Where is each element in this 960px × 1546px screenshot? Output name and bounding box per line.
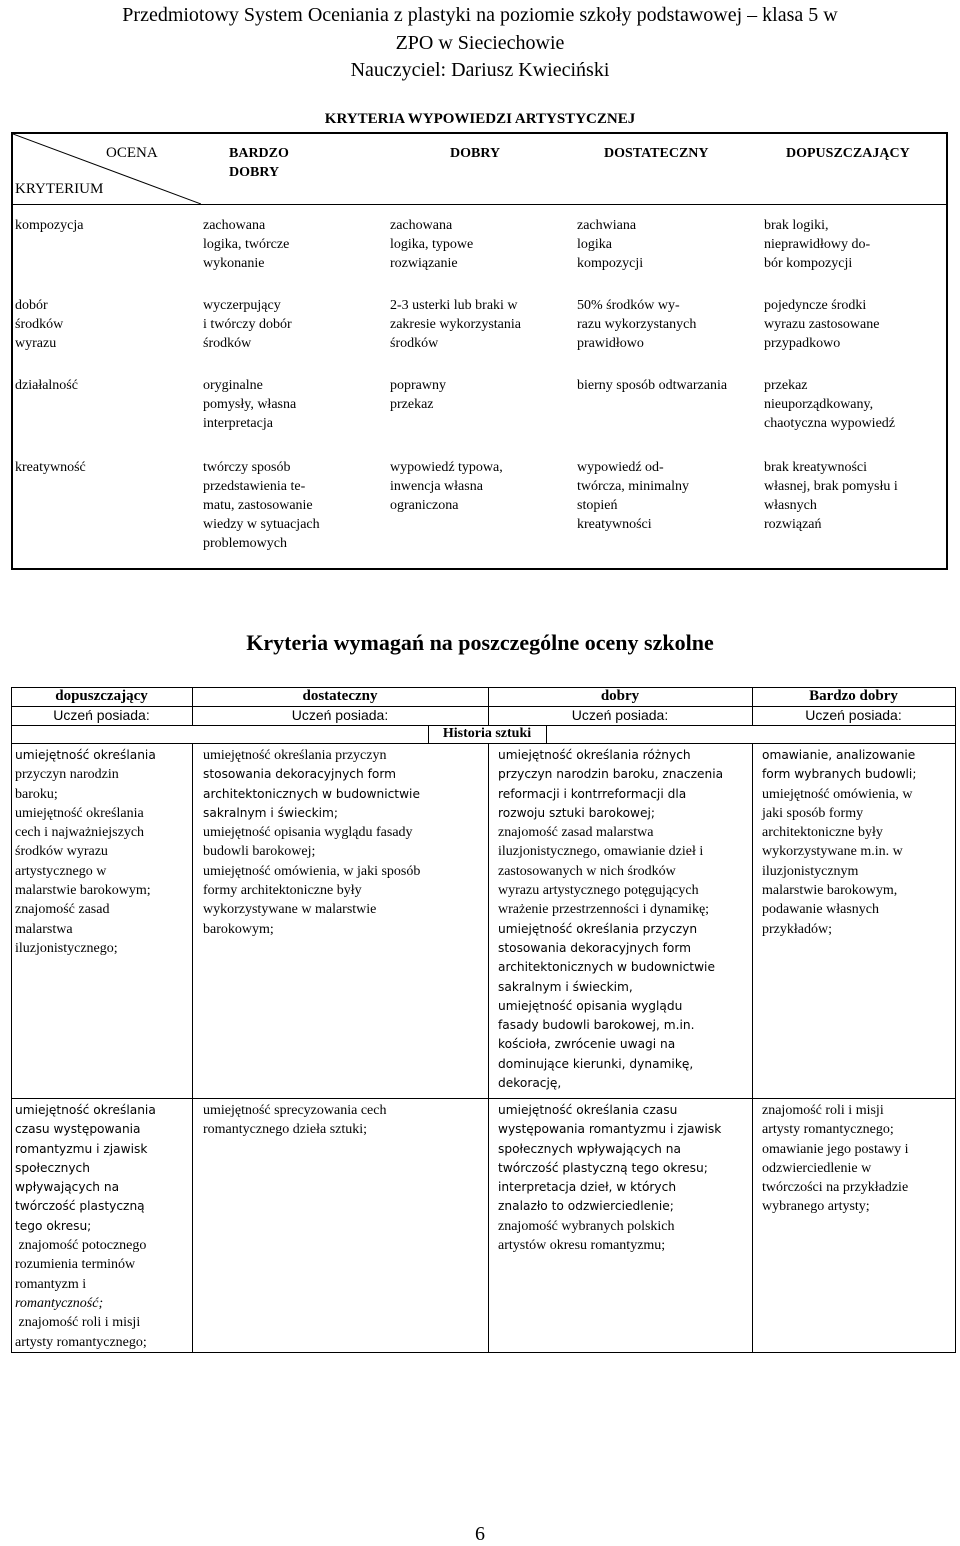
grid-line	[752, 743, 753, 1353]
text-line: interpretacja	[203, 416, 273, 431]
text-line: wypowiedź od-	[577, 460, 664, 475]
text-line: fasady budowli barokowej, m.in.	[498, 1018, 695, 1033]
text-line: problemowych	[203, 536, 287, 551]
text-line: umiejętność określania	[15, 1103, 156, 1117]
grade-header-dostateczny: dostateczny	[302, 688, 378, 704]
text-line: wyczerpujący	[203, 298, 281, 313]
text-line: oryginalne	[203, 378, 263, 393]
text-line: wykorzystywane w malarstwie	[203, 902, 377, 918]
baroque-bardzo-dobry	[762, 746, 954, 939]
text-line: występowania romantyzmu i zjawisk	[498, 1122, 722, 1137]
text-line: kreatywności	[577, 517, 652, 532]
text-line: ograniczona	[390, 498, 459, 513]
text-line: bierny sposób odtwarzania	[577, 378, 728, 393]
criterion-cell	[15, 216, 83, 235]
text-line: środków	[390, 336, 439, 351]
text-line: znalazło to odzwierciedlenie;	[498, 1199, 674, 1214]
text-line: umiejętność określania różnych	[498, 748, 691, 762]
text-line: architektoniczne były	[762, 825, 883, 841]
text-line: zachowana	[203, 218, 266, 233]
text-line: umiejętność określania przyczyn	[498, 921, 698, 936]
text-line: logika	[577, 237, 612, 252]
grade-cell	[577, 376, 762, 395]
grade-dopuszczajacy: DOPUSZCZAJĄCY	[786, 146, 910, 161]
text-line: rozumienia terminów	[15, 1257, 136, 1273]
text-line: wypowiedź typowa,	[390, 460, 503, 475]
criteria-title: KRYTERIA WYPOWIEDZI ARTYSTYCZNEJ	[324, 111, 636, 127]
grid-line	[192, 743, 193, 1353]
text-line: znajomość roli i misji	[762, 1103, 884, 1118]
text-line: znajomość zasad	[15, 902, 110, 918]
text-line: romantycznego dzieła sztuki;	[203, 1122, 368, 1138]
romanticism-dopuszczajacy	[15, 1101, 190, 1352]
text-line: barokowym;	[203, 921, 274, 937]
text-line: formy architektoniczne były	[203, 883, 362, 899]
grade-cell	[390, 216, 510, 273]
text-line: wyrazu zastosowane	[764, 317, 880, 332]
text-line: rozwiązań	[764, 517, 822, 532]
text-line: omawianie jego postawy i	[762, 1141, 909, 1157]
grade-header-bardzo-dobry: Bardzo dobry	[809, 688, 898, 704]
text-line: twórczość plastyczną tego okresu;	[498, 1160, 708, 1175]
text-line: twórczy sposób	[203, 460, 291, 475]
text-line: artystycznego w	[15, 863, 107, 879]
text-line: wrażenie przestrzenności i dynamikę;	[498, 902, 710, 918]
text-line: architektonicznych w budownictwie	[203, 786, 420, 801]
text-line: czasu występowania	[15, 1122, 141, 1137]
text-line: kompozycji	[577, 256, 644, 271]
text-line: wiedzy w sytuacjach	[203, 517, 320, 532]
text-line: kompozycja	[15, 218, 84, 233]
doc-teacher-line: Nauczyciel: Dariusz Kwieciński	[350, 59, 610, 81]
text-line: znajomość zasad malarstwa	[498, 825, 654, 841]
text-line: dobór	[15, 298, 48, 313]
text-line: środków	[203, 336, 252, 351]
text-line: reformacji i kontrreformacji dla	[498, 786, 687, 801]
grade-cell	[764, 296, 939, 353]
grade-cell	[390, 376, 565, 414]
text-line: 2-3 usterki lub braki w	[390, 298, 518, 313]
text-line: społecznych	[15, 1160, 90, 1175]
grid-line	[488, 743, 489, 1353]
text-line: społecznych wpływających na	[498, 1141, 681, 1156]
text-line: inwencja własna	[390, 479, 483, 494]
romanticism-bardzo-dobry	[762, 1101, 954, 1217]
text-line: interpretacja dzieł, w których	[498, 1180, 677, 1195]
text-line: kościoła, zwrócenie uwagi na	[498, 1037, 676, 1052]
grade-dostateczny: DOSTATECZNY	[604, 146, 709, 161]
text-line: pojedyncze środki	[764, 298, 867, 313]
text-line: umiejętność opisania wyglądu	[498, 998, 683, 1013]
text-line: sakralnym i świeckim,	[498, 979, 633, 994]
grade-cell	[203, 376, 333, 433]
text-line: umiejętność określania	[15, 805, 144, 821]
text-line: logika, typowe	[390, 237, 474, 252]
text-line: pomysły, własna	[203, 397, 297, 412]
text-line: przyczyn narodzin	[15, 767, 119, 783]
text-line: umiejętność określania	[15, 748, 156, 762]
text-line: malarstwie barokowym;	[15, 883, 151, 899]
text-line: chaotyczna wypowiedź	[764, 416, 895, 431]
grade-cell	[390, 296, 565, 353]
text-line: iluzjonistycznego, omawianie dzieł i	[498, 844, 704, 860]
text-line: razu wykorzystanych	[577, 317, 697, 332]
criterion-cell	[15, 458, 86, 477]
text-line: własnych	[764, 498, 817, 513]
grade-dobry: DOBRY	[450, 146, 501, 161]
text-line: stosowania dekoracyjnych form	[498, 940, 692, 955]
text-line: umiejętność opisania wyglądu fasady	[203, 825, 413, 841]
criteria-table	[11, 132, 948, 570]
text-line: przekaz	[764, 378, 808, 393]
text-line: iluzjonistycznym	[762, 863, 859, 879]
text-line: dominujące kierunki, dynamikę,	[498, 1056, 694, 1071]
text-line: twórcza, minimalny	[577, 479, 689, 494]
text-line: i twórczy dobór	[203, 317, 292, 332]
student-has-label: Uczeń posiada:	[53, 707, 150, 723]
text-line: brak logiki,	[764, 218, 829, 233]
text-line: wykonanie	[203, 256, 265, 271]
text-line: umiejętność określania czasu	[498, 1103, 678, 1117]
text-line: wyrazu	[15, 336, 57, 351]
text-line: nieprawidłowy do-	[764, 237, 871, 252]
text-line: odzwierciedlenie w	[762, 1160, 872, 1176]
grade-cell	[203, 216, 328, 273]
doc-title-line2: ZPO w Sieciechowie	[395, 32, 565, 54]
baroque-dostateczny	[203, 746, 487, 939]
text-line: romantyzmu i zjawisk	[15, 1141, 148, 1156]
text-line: rozwiązanie	[390, 256, 458, 271]
text-line: rozwoju sztuki barokowej;	[498, 805, 656, 820]
text-line: brak kreatywności	[764, 460, 868, 475]
text-line: przedstawienia te-	[203, 479, 306, 494]
grade-cell	[577, 296, 752, 353]
grade-cell	[390, 458, 565, 515]
text-line: działalność	[15, 378, 78, 393]
text-line: jaki sposób formy	[762, 805, 864, 821]
criterion-cell	[15, 296, 63, 353]
grade-cell	[764, 216, 924, 273]
text-line: przyczyn narodzin baroku, znaczenia	[498, 767, 724, 782]
grade-header-dopuszczajacy: dopuszczający	[55, 688, 148, 704]
text-line: wykorzystywane m.in. w	[762, 844, 903, 860]
text-line: cech i najważniejszych	[15, 825, 145, 841]
text-line: sakralnym i świeckim;	[203, 805, 339, 820]
text-line: przekaz	[390, 397, 434, 412]
text-line: baroku;	[15, 786, 58, 802]
corner-ocena: OCENA	[106, 145, 158, 161]
text-line: 50% środków wy-	[577, 298, 680, 313]
text-line: wyrazu artystycznego potęgujących	[498, 883, 699, 899]
grade-bardzo-dobry: BARDZO DOBRY	[229, 146, 289, 180]
text-line: malarstwa	[15, 921, 73, 937]
page-number: 6	[475, 1523, 485, 1545]
student-has-label: Uczeń posiada:	[571, 707, 669, 723]
text-line: budowli barokowej;	[203, 844, 316, 860]
text-line: własnej, brak pomysłu i	[764, 479, 898, 494]
text-line: podawanie własnych	[762, 902, 880, 918]
text-line: znajomość roli i misji	[15, 1315, 141, 1331]
baroque-dopuszczajacy	[15, 746, 190, 958]
text-line: artysty romantycznego;	[15, 1334, 147, 1350]
text-line: wybranego artysty;	[762, 1199, 870, 1215]
grade-cell	[764, 376, 939, 433]
text-line: twórczości na przykładzie	[762, 1180, 909, 1196]
text-line: poprawny	[390, 378, 446, 393]
criterion-cell	[15, 376, 78, 395]
text-line: artystów okresu romantyzmu;	[498, 1238, 666, 1254]
text-line: logika, twórcze	[203, 237, 290, 252]
text-line: środków wyrazu	[15, 844, 108, 860]
text-line: stosowania dekoracyjnych form	[203, 767, 397, 782]
text-line: zachwiana	[577, 218, 637, 233]
grid-line	[546, 725, 547, 743]
grade-cell	[203, 296, 333, 353]
text-line: kreatywność	[15, 460, 86, 475]
grid-line	[955, 687, 956, 1353]
text-line: umiejętność określania przyczyn	[203, 748, 387, 763]
text-line: wpływających na	[15, 1180, 120, 1195]
student-has-label: Uczeń posiada:	[805, 707, 902, 723]
text-line: środków	[15, 317, 64, 332]
text-line: twórczość plastyczną	[15, 1199, 145, 1214]
grid-line	[11, 1098, 956, 1099]
text-line: umiejętność sprecyzowania cech	[203, 1103, 387, 1118]
text-line: malarstwie barokowym,	[762, 883, 898, 899]
requirements-title: Kryteria wymagań na poszczególne oceny szkolne	[246, 630, 714, 655]
text-line: romantyzm i	[15, 1276, 87, 1292]
text-line: tego okresu;	[15, 1218, 92, 1233]
requirements-table	[11, 687, 956, 1353]
text-line: przykładów;	[762, 921, 832, 937]
grade-header-dobry: dobry	[600, 688, 640, 704]
text-line: zakresie wykorzystania	[390, 317, 521, 332]
grade-cell	[203, 458, 363, 553]
text-line: omawianie, analizowanie	[762, 748, 916, 762]
grid-line	[11, 687, 12, 1353]
row-divider	[13, 204, 946, 205]
grade-cell	[577, 216, 697, 273]
text-line: architektonicznych w budownictwie	[498, 960, 715, 975]
text-line: znajomość wybranych polskich	[498, 1218, 675, 1234]
text-line: nieuporządkowany,	[764, 397, 874, 412]
grid-line	[11, 1352, 956, 1353]
grade-cell	[764, 458, 944, 534]
doc-title-line1: Przedmiotowy System Oceniania z plastyki na poziomie szkoły podstawowej – klasa 5 w	[122, 4, 838, 26]
text-line: umiejętność omówienia, w	[762, 786, 913, 802]
text-line: dekorację,	[498, 1076, 562, 1091]
section-history-of-art: Historia sztuki	[442, 726, 532, 741]
grade-cell	[577, 458, 752, 534]
romanticism-dostateczny	[203, 1101, 487, 1140]
text-line: umiejętność omówienia, w jaki sposób	[203, 863, 421, 879]
text-line: prawidłowo	[577, 336, 644, 351]
text-line: przypadkowo	[764, 336, 841, 351]
text-line: form wybranych budowli;	[762, 767, 917, 782]
text-line: romantyczność;	[15, 1295, 104, 1311]
baroque-dobry	[498, 746, 750, 1093]
text-line: matu, zastosowanie	[203, 498, 313, 513]
text-line: stopień	[577, 498, 618, 513]
text-line: znajomość potocznego	[15, 1238, 147, 1254]
text-line: artysty romantycznego;	[762, 1122, 894, 1138]
text-line: bór kompozycji	[764, 256, 853, 271]
romanticism-dobry	[498, 1101, 750, 1255]
corner-kryterium: KRYTERIUM	[15, 181, 104, 197]
text-line: iluzjonistycznego;	[15, 940, 118, 956]
student-has-label: Uczeń posiada:	[291, 707, 389, 723]
text-line: zachowana	[390, 218, 453, 233]
text-line: zastosowanych w nich środków	[498, 863, 676, 879]
